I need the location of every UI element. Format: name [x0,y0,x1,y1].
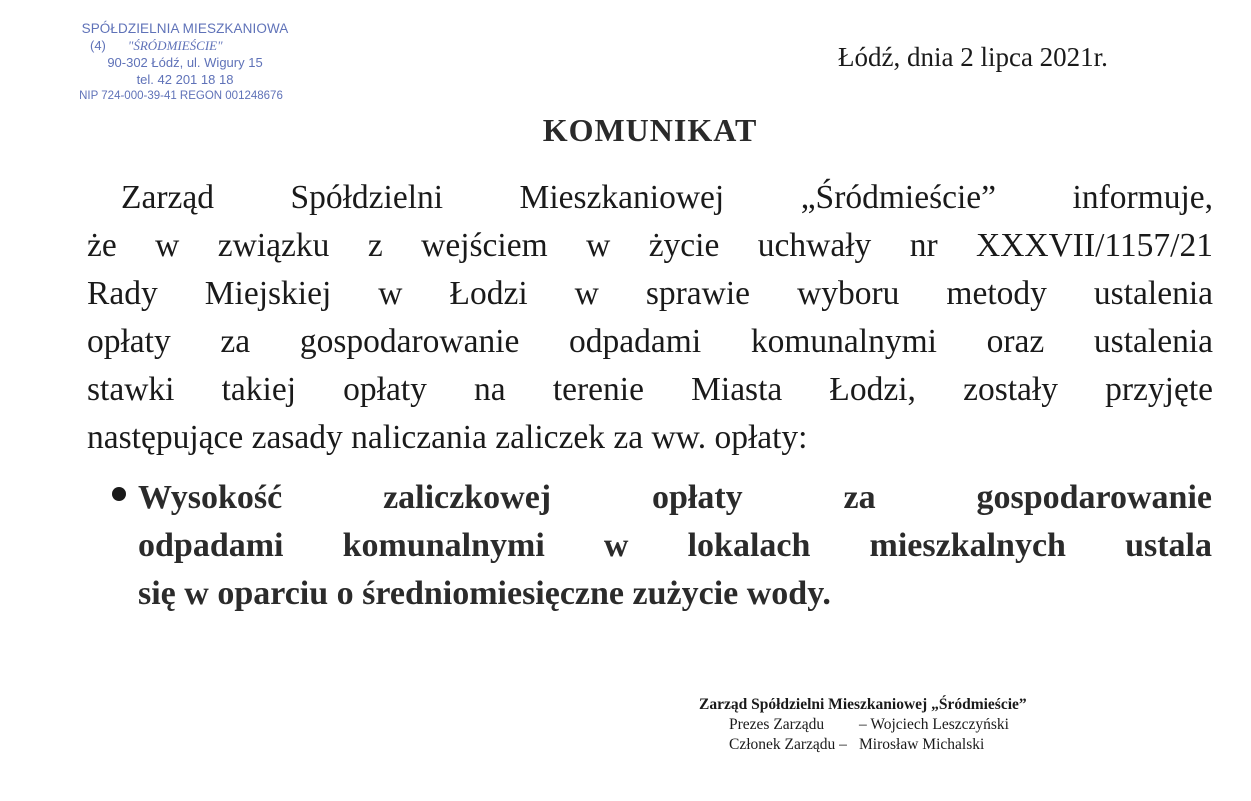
signature-person: Mirosław Michalski [859,736,985,753]
signature-block [699,695,1027,755]
signature-row [699,715,1027,735]
signature-heading: Zarząd Spółdzielni Mieszkaniowej „Śródmieście” [699,696,1027,713]
bullet-dot-icon [112,487,126,501]
body-line: następujące zasady naliczania zaliczek za ww. opłaty: [87,419,808,456]
signature-role: Członek Zarządu – [729,736,847,753]
body-line: że w związku z wejściem w życie uchwały nr XXXVII/1157/21 [87,227,1213,264]
bullet-line: odpadami komunalnymi w lokalach mieszkalnych ustala [138,527,1212,564]
body-line: opłaty za gospodarowanie odpadami komunalnymi oraz ustalenia [87,323,1213,360]
stamp-name-line [80,37,290,54]
document-title: KOMUNIKAT [542,112,758,148]
stamp-quoted-name: "ŚRÓDMIEŚCIE" [127,38,223,53]
cooperative-stamp [80,20,290,105]
stamp-org-name: SPÓŁDZIELNIA MIESZKANIOWA [81,21,289,36]
bullet-line: Wysokość zaliczkowej opłaty za gospodarowanie [138,479,1212,516]
stamp-phone: tel. 42 201 18 18 [136,72,234,87]
body-line: stawki takiej opłaty na terenie Miasta Łodzi, zostały przyjęte [87,371,1213,408]
stamp-number: (4) [90,38,106,53]
bullet-line: się w oparciu o średniomiesięczne zużycie wody. [138,575,831,612]
body-line: Rady Miejskiej w Łodzi w sprawie wyboru metody ustalenia [87,275,1213,312]
bullet-text [138,474,1212,618]
announcement-body [87,174,1213,462]
signature-row [699,735,1027,755]
document-date: Łódź, dnia 2 lipca 2021r. [838,42,1108,72]
signature-role: Prezes Zarządu [729,716,825,733]
stamp-ids: NIP 724-000-39-41 REGON 001248676 [79,90,283,102]
signature-person: – Wojciech Leszczyński [859,716,1009,733]
body-line: Zarząd Spółdzielni Mieszkaniowej „Śródmieście” informuje, [121,179,1213,216]
stamp-address: 90-302 Łódź, ul. Wigury 15 [107,55,263,70]
